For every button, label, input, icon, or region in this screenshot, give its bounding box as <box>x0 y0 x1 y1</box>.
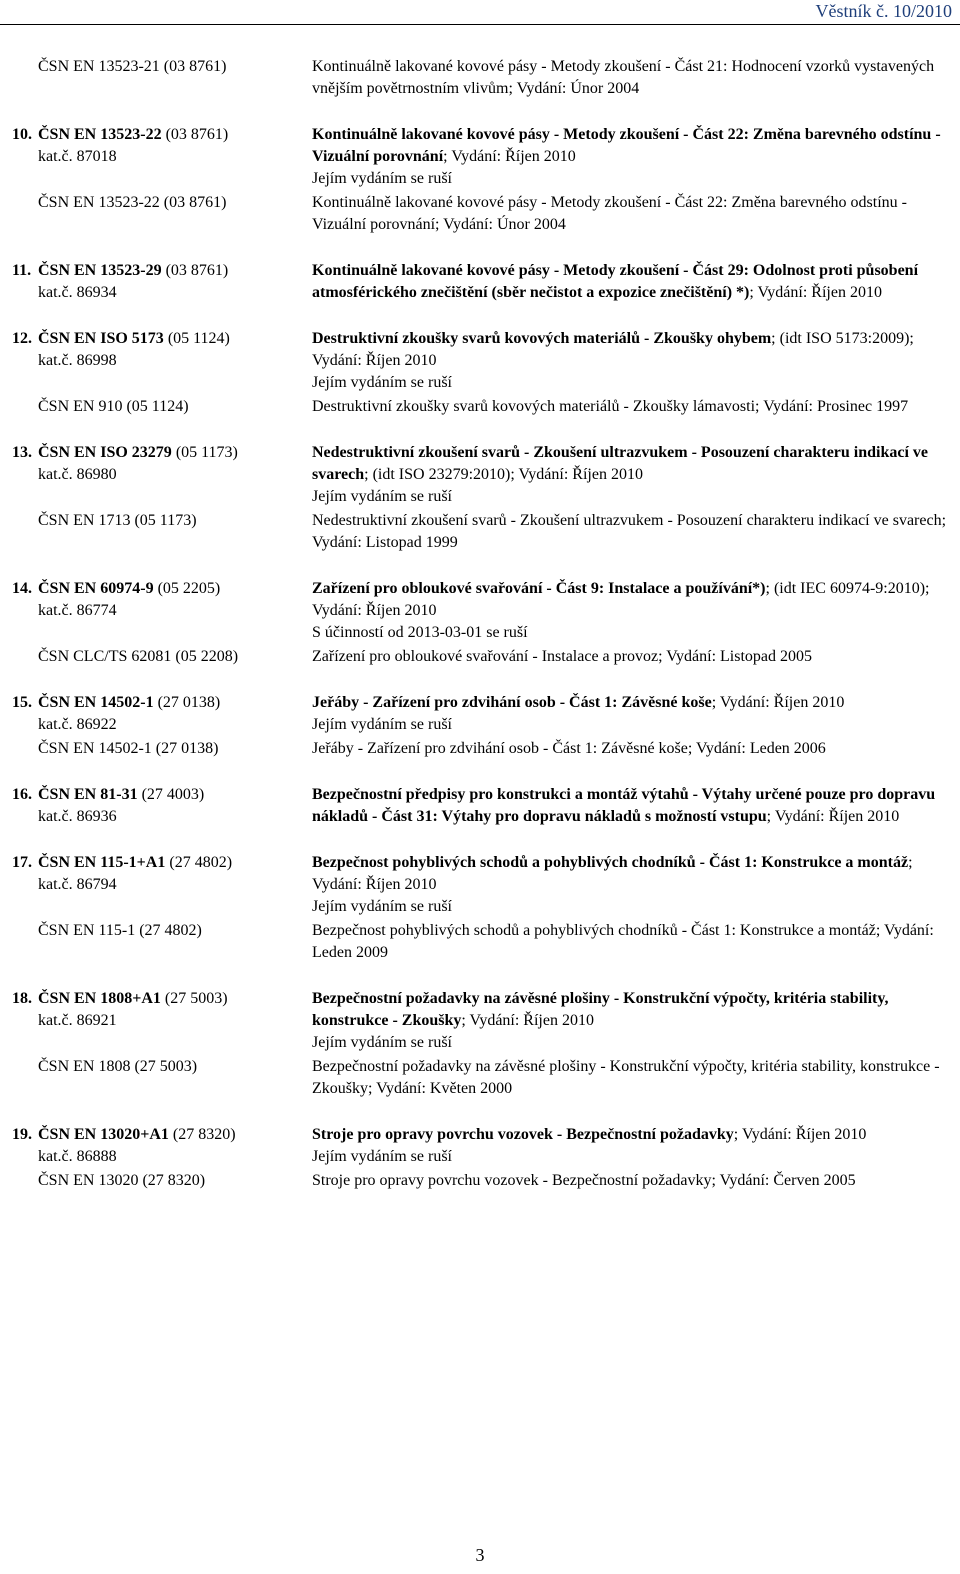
catalog-number: kat.č. 86980 <box>38 466 117 483</box>
standard-class: (27 4003) <box>137 786 205 803</box>
entry-row <box>12 442 956 508</box>
entry-row <box>12 692 956 736</box>
standard-title: Nedestruktivní zkoušení svarů - Zkoušení ultrazvukem - Posouzení charakteru indikací ve svarech <box>312 444 929 483</box>
standard-code: ČSN EN 14502-1 <box>38 694 154 711</box>
standard-code: ČSN EN 115-1+A1 <box>38 854 166 871</box>
standard-entry <box>12 692 956 760</box>
numbered-entries <box>12 124 956 1192</box>
replacement-status: Jejím vydáním se ruší <box>312 1148 452 1165</box>
replaced-row <box>12 738 956 760</box>
entry-number: 17. <box>12 854 32 871</box>
standard-issued: ; Vydání: Říjen 2010 <box>461 1012 594 1029</box>
replaced-row <box>12 1056 956 1100</box>
replaced-row <box>12 1170 956 1192</box>
standard-code: ČSN EN 13020+A1 <box>38 1126 169 1143</box>
entry-number: 16. <box>12 786 32 803</box>
replacement-status: S účinností od 2013-03-01 se ruší <box>312 624 528 641</box>
standard-entry <box>12 578 956 668</box>
entry-row <box>12 124 956 190</box>
entry-number: 15. <box>12 694 32 711</box>
replacement-status: Jejím vydáním se ruší <box>312 488 452 505</box>
replacement-status: Jejím vydáním se ruší <box>312 716 452 733</box>
entry-row <box>12 988 956 1054</box>
standard-class: (27 4802) <box>165 854 233 871</box>
entry-row <box>12 784 956 828</box>
replacement-status: Jejím vydáním se ruší <box>312 1034 452 1051</box>
replaced-title: Nedestruktivní zkoušení svarů - Zkoušení ultrazvukem - Posouzení charakteru indikací ve svarech; Vydání: Listopad 1999 <box>312 512 947 551</box>
replaced-code: ČSN EN 1808 (27 5003) <box>38 1058 198 1075</box>
standard-code: ČSN EN 13523-22 <box>38 126 162 143</box>
standard-issued: ; Vydání: Říjen 2010 <box>443 148 576 165</box>
catalog-number: kat.č. 86998 <box>38 352 117 369</box>
standard-code: ČSN EN 60974-9 <box>38 580 154 597</box>
standard-class: (03 8761) <box>161 126 229 143</box>
replaced-row <box>12 192 956 236</box>
replaced-row <box>12 920 956 964</box>
replaced-code: ČSN EN 14502-1 (27 0138) <box>38 740 219 757</box>
standard-code: ČSN EN 1808+A1 <box>38 990 161 1007</box>
header-rule <box>0 24 960 25</box>
standard-code: ČSN EN 13523-21 (03 8761) <box>38 58 227 75</box>
standard-entry <box>12 124 956 236</box>
standard-title: Bezpečnost pohyblivých schodů a pohyblivých chodníků - Část 1: Konstrukce a montáž <box>312 854 909 871</box>
entry-row <box>12 328 956 394</box>
replacement-status: Jejím vydáním se ruší <box>312 898 452 915</box>
entry-row <box>12 260 956 304</box>
catalog-number: kat.č. 87018 <box>38 148 117 165</box>
standard-issued: ; Vydání: Říjen 2010 <box>749 284 882 301</box>
replaced-code: ČSN EN 115-1 (27 4802) <box>38 922 202 939</box>
standard-entry <box>12 784 956 828</box>
catalog-number: kat.č. 86794 <box>38 876 117 893</box>
standard-class: (05 1173) <box>171 444 238 461</box>
standard-class: (05 1124) <box>163 330 230 347</box>
standard-title: Zařízení pro obloukové svařování - Část 9: Instalace a používání*) <box>312 580 766 597</box>
standard-class: (27 8320) <box>168 1126 236 1143</box>
standard-class: (27 0138) <box>153 694 221 711</box>
entry-row <box>12 578 956 644</box>
replaced-title: Jeřáby - Zařízení pro zdvihání osob - Část 1: Závěsné koše; Vydání: Leden 2006 <box>312 740 826 757</box>
catalog-number: kat.č. 86936 <box>38 808 117 825</box>
entry-number: 10. <box>12 126 32 143</box>
standard-code: ČSN EN 81-31 <box>38 786 138 803</box>
replacement-status: Jejím vydáním se ruší <box>312 374 452 391</box>
standard-entry <box>12 1124 956 1192</box>
replaced-code: ČSN CLC/TS 62081 (05 2208) <box>38 648 239 665</box>
entry-row <box>12 852 956 918</box>
standard-title: Jeřáby - Zařízení pro zdvihání osob - Část 1: Závěsné koše <box>312 694 712 711</box>
replaced-row <box>12 646 956 668</box>
standard-issued: ; (idt ISO 23279:2010); Vydání: Říjen 2010 <box>364 466 643 483</box>
entry-number: 18. <box>12 990 32 1007</box>
page-number: 3 <box>475 1545 485 1565</box>
replaced-title: Bezpečnostní požadavky na závěsné plošiny - Konstrukční výpočty, kritéria stability, konstrukce - Zkoušky; Vydání: Květen 2000 <box>312 1058 940 1097</box>
standard-title: Kontinuálně lakované kovové pásy - Metody zkoušení - Část 22: Změna barevného odstínu - Vizuální porovnání <box>312 126 941 165</box>
catalog-number: kat.č. 86888 <box>38 1148 117 1165</box>
standard-class: (27 5003) <box>160 990 228 1007</box>
standard-issued: Vydání: Únor 2004 <box>512 80 640 97</box>
replaced-code: ČSN EN 13523-22 (03 8761) <box>38 194 227 211</box>
standard-issued: ; Vydání: Říjen 2010 <box>733 1126 867 1143</box>
entry-row <box>12 1124 956 1168</box>
standard-entry <box>12 852 956 964</box>
standard-title: Kontinuálně lakované kovové pásy - Metody zkoušení - Část 21: Hodnocení vzorků vystavených vnějším povětrnostním vlivům; <box>312 58 935 97</box>
replaced-title: Destruktivní zkoušky svarů kovových materiálů - Zkoušky lámavosti; Vydání: Prosinec 1997 <box>312 398 909 415</box>
standard-issued: ; Vydání: Říjen 2010 <box>766 808 900 825</box>
standard-entry <box>12 56 956 100</box>
standard-issued: ; Vydání: Říjen 2010 <box>711 694 845 711</box>
standard-issued: ; (idt ISO 5173:2009); Vydání: Říjen 2010 <box>312 330 914 369</box>
replaced-title: Bezpečnost pohyblivých schodů a pohyblivých chodníků - Část 1: Konstrukce a montáž; Vydání: Leden 2009 <box>312 922 934 961</box>
replaced-code: ČSN EN 13020 (27 8320) <box>38 1172 206 1189</box>
catalog-number: kat.č. 86774 <box>38 602 117 619</box>
entry-number: 13. <box>12 444 32 461</box>
standard-class: (05 2205) <box>153 580 221 597</box>
standards-list <box>12 56 956 1216</box>
replaced-title: Stroje pro opravy povrchu vozovek - Bezpečnostní požadavky; Vydání: Červen 2005 <box>312 1172 856 1189</box>
journal-header: Věstník č. 10/2010 <box>815 1 952 21</box>
entry-number: 19. <box>12 1126 32 1143</box>
entry-number: 11. <box>12 262 32 279</box>
standard-entry <box>12 260 956 304</box>
standard-title: Destruktivní zkoušky svarů kovových materiálů - Zkoušky ohybem <box>312 330 772 347</box>
replaced-title: Zařízení pro obloukové svařování - Instalace a provoz; Vydání: Listopad 2005 <box>312 648 813 665</box>
standard-entry <box>12 442 956 554</box>
catalog-number: kat.č. 86934 <box>38 284 117 301</box>
replaced-code: ČSN EN 1713 (05 1173) <box>38 512 197 529</box>
entry-number: 14. <box>12 580 32 597</box>
standard-issued: ; (idt IEC 60974-9:2010); Vydání: Říjen 2010 <box>312 580 930 619</box>
standard-class: (03 8761) <box>161 262 229 279</box>
standard-entry <box>12 988 956 1100</box>
standard-title: Stroje pro opravy povrchu vozovek - Bezpečnostní požadavky <box>312 1126 734 1143</box>
replacement-status: Jejím vydáním se ruší <box>312 170 452 187</box>
catalog-number: kat.č. 86922 <box>38 716 117 733</box>
standard-title: Bezpečnostní požadavky na závěsné plošiny - Konstrukční výpočty, kritéria stability, konstrukce - Zkoušky <box>312 990 889 1029</box>
standard-title: Kontinuálně lakované kovové pásy - Metody zkoušení - Část 29: Odolnost proti působení atmosférického znečištění (sběr nečistot a expozice znečištění) *) <box>312 262 919 301</box>
standard-code: ČSN EN ISO 23279 <box>38 444 172 461</box>
replaced-code: ČSN EN 910 (05 1124) <box>38 398 189 415</box>
standard-issued: ; Vydání: Říjen 2010 <box>312 854 913 893</box>
entry-row <box>12 56 956 100</box>
entry-number: 12. <box>12 330 32 347</box>
standard-code: ČSN EN ISO 5173 <box>38 330 164 347</box>
catalog-number: kat.č. 86921 <box>38 1012 117 1029</box>
replaced-row <box>12 396 956 418</box>
standard-entry <box>12 328 956 418</box>
replaced-row <box>12 510 956 554</box>
replaced-title: Kontinuálně lakované kovové pásy - Metody zkoušení - Část 22: Změna barevného odstínu - Vizuální porovnání; Vydání: Únor 2004 <box>312 194 907 233</box>
standard-title: Bezpečnostní předpisy pro konstrukci a montáž výtahů - Výtahy určené pouze pro dopravu nákladů - Část 31: Výtahy pro dopravu nákladů s možností vstupu <box>312 786 936 825</box>
standard-code: ČSN EN 13523-29 <box>38 262 162 279</box>
